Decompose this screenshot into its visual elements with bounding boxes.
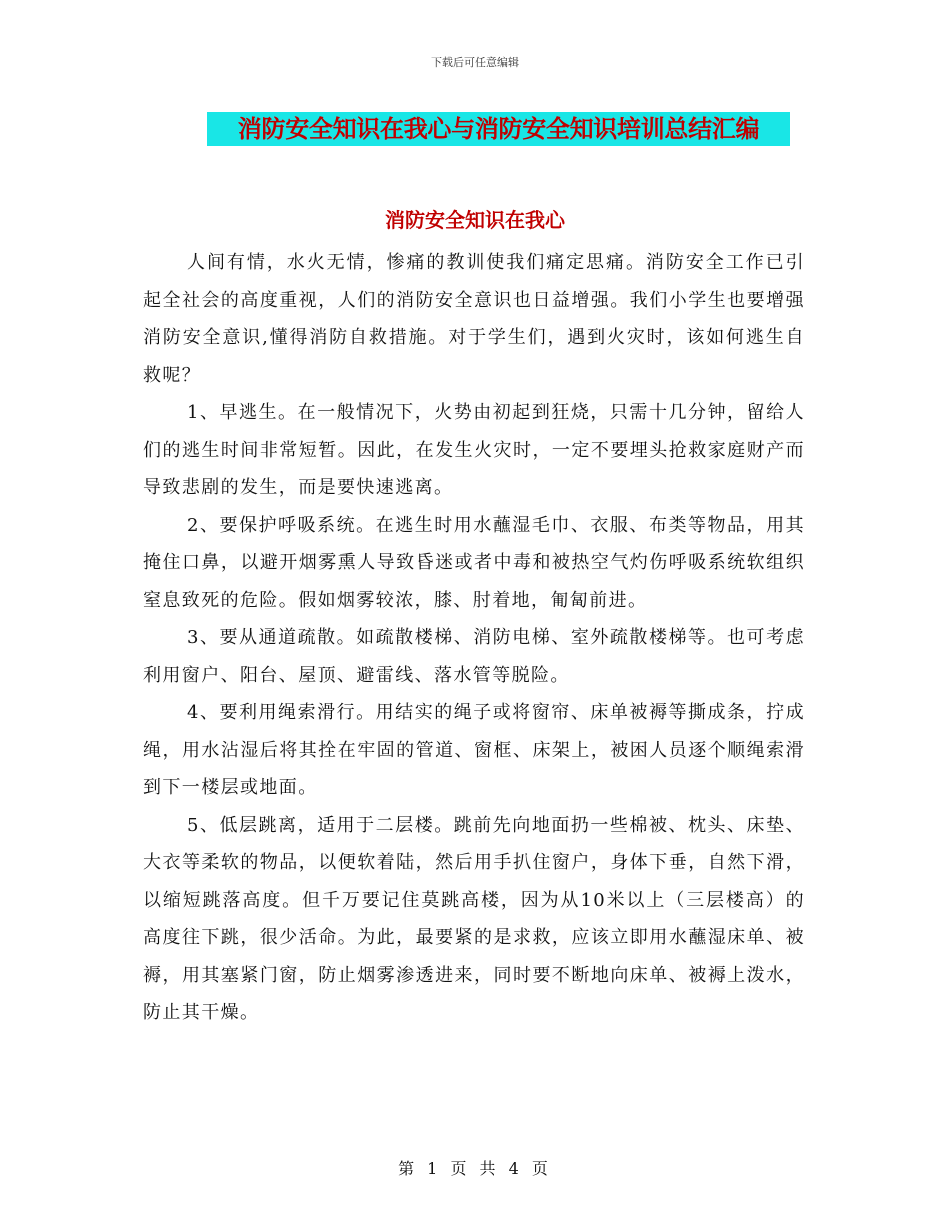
- paragraph-item-2: 2、要保护呼吸系统。在逃生时用水蘸湿毛巾、衣服、布类等物品，用其掩住口鼻，以避开烟雾熏人导致昏迷或者中毒和被热空气灼伤呼吸系统软组织窒息致死的危险。假如烟雾较浓，膝、肘着地，匍匐前进。: [143, 514, 805, 611]
- page-number: 第 1 页 共 4 页: [398, 1159, 552, 1178]
- paragraph-item-4: 4、要利用绳索滑行。用结实的绳子或将窗帘、床单被褥等撕成条，拧成绳，用水沾湿后将其拴在牢固的管道、窗框、床架上，被困人员逐个顺绳索滑到下一楼层或地面。: [143, 702, 805, 798]
- section-title: 消防安全知识在我心: [385, 208, 565, 232]
- main-title: 消防安全知识在我心与消防安全知识培训总结汇编: [237, 115, 760, 143]
- paragraph-item-1: 1、早逃生。在一般情况下，火势由初起到狂烧，只需十几分钟，留给人们的逃生时间非常短暂。因此，在发生火灾时，一定不要埋头抢救家庭财产而导致悲剧的发生，而是要快速逃离。: [143, 402, 805, 498]
- header-note: 下载后可任意编辑: [431, 56, 519, 69]
- paragraph-item-3: 3、要从通道疏散。如疏散楼梯、消防电梯、室外疏散楼梯等。也可考虑利用窗户、阳台、屋顶、避雷线、落水管等脱险。: [143, 627, 805, 686]
- main-title-highlight: [207, 112, 790, 146]
- paragraph-intro: 人间有情，水火无情，惨痛的教训使我们痛定思痛。消防安全工作已引起全社会的高度重视，人们的消防安全意识也日益增强。我们小学生也要增强消防安全意识,懂得消防自救措施。对于学生们，遇到火灾时，该如何逃生自救呢？: [143, 252, 805, 386]
- body-text: [143, 244, 805, 1032]
- paragraph-item-5: 5、低层跳离，适用于二层楼。跳前先向地面扔一些棉被、枕头、床垫、大衣等柔软的物品，以便软着陆，然后用手扒住窗户，身体下垂，自然下滑，以缩短跳落高度。但千万要记住莫跳高楼，因为从10米以上（三层楼高）的高度往下跳，很少活命。为此，最要紧的是求救，应该立即用水蘸湿床单、被褥，用其塞紧门窗，防止烟雾渗透进来，同时要不断地向床单、被褥上泼水，防止其干燥。: [143, 814, 805, 1023]
